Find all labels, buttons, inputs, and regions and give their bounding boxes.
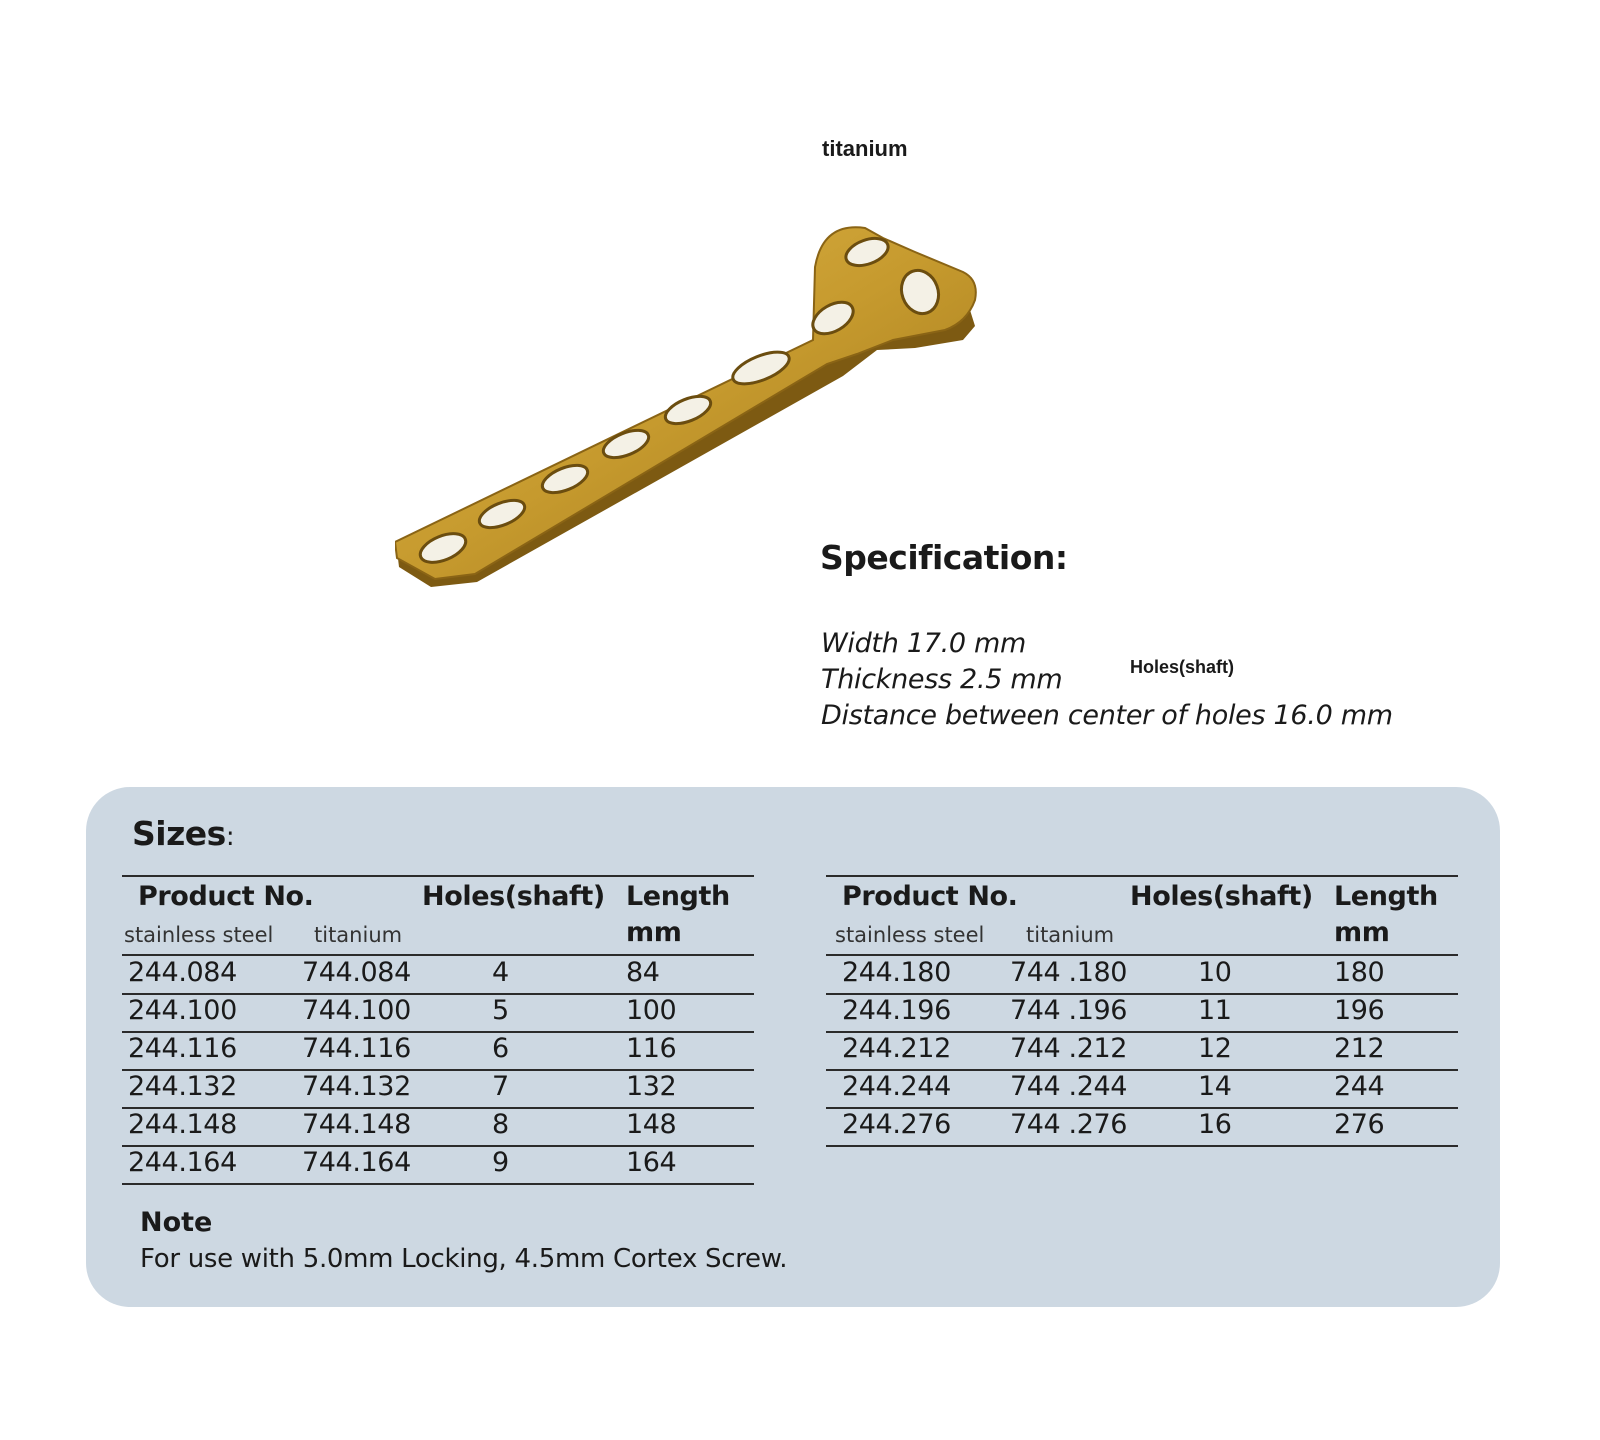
header-length-unit: mm [1334, 917, 1390, 948]
sizes-title-colon: : [225, 822, 235, 852]
table-rule [826, 954, 1458, 956]
cell-steel: 244.116 [128, 1033, 237, 1064]
note-title: Note [140, 1207, 213, 1238]
header-length: Length [626, 881, 730, 912]
cell-length: 100 [626, 995, 677, 1026]
cell-titanium: 744.084 [302, 957, 411, 988]
cell-titanium: 744.116 [302, 1033, 411, 1064]
cell-titanium: 744 .276 [1010, 1109, 1128, 1140]
header-holes: Holes(shaft) [1130, 881, 1313, 912]
cell-holes: 5 [492, 995, 509, 1026]
cell-length: 84 [626, 957, 660, 988]
cell-titanium: 744 .196 [1010, 995, 1128, 1026]
note-text: For use with 5.0mm Locking, 4.5mm Cortex Screw. [140, 1244, 788, 1274]
holes-shaft-label: Holes(shaft) [1130, 657, 1235, 677]
spec-thickness: Thickness 2.5 mm [821, 664, 1063, 695]
cell-holes: 7 [492, 1071, 509, 1102]
spec-hole-distance: Distance between center of holes 16.0 mm [821, 700, 1393, 731]
header-length: Length [1334, 881, 1438, 912]
sizes-title-text: Sizes [132, 814, 226, 853]
specification-title: Specification: [820, 538, 1068, 577]
table-rule [826, 1145, 1458, 1147]
cell-titanium: 744.132 [302, 1071, 411, 1102]
table-rule [826, 875, 1458, 877]
cell-steel: 244.100 [128, 995, 237, 1026]
cell-holes: 10 [1198, 957, 1232, 988]
cell-titanium: 744 .244 [1010, 1071, 1128, 1102]
cell-steel: 244.196 [842, 995, 951, 1026]
cell-length: 116 [626, 1033, 677, 1064]
cell-length: 132 [626, 1071, 677, 1102]
cell-length: 180 [1334, 957, 1385, 988]
cell-titanium: 744.164 [302, 1147, 411, 1178]
header-stainless: stainless steel [124, 923, 274, 947]
cell-titanium: 744 .180 [1010, 957, 1128, 988]
cell-titanium: 744 .212 [1010, 1033, 1128, 1064]
cell-steel: 244.276 [842, 1109, 951, 1140]
cell-titanium: 744.100 [302, 995, 411, 1026]
cell-steel: 244.180 [842, 957, 951, 988]
cell-holes: 6 [492, 1033, 509, 1064]
header-titanium: titanium [1026, 923, 1115, 947]
table-rule [122, 1183, 754, 1185]
cell-steel: 244.164 [128, 1147, 237, 1178]
header-titanium: titanium [314, 923, 403, 947]
product-title: titanium [822, 136, 908, 161]
spec-width: Width 17.0 mm [821, 628, 1027, 659]
cell-holes: 9 [492, 1147, 509, 1178]
cell-length: 196 [1334, 995, 1385, 1026]
table-rule [122, 875, 754, 877]
cell-holes: 12 [1198, 1033, 1232, 1064]
cell-holes: 16 [1198, 1109, 1232, 1140]
cell-length: 244 [1334, 1071, 1385, 1102]
cell-steel: 244.132 [128, 1071, 237, 1102]
header-product-no: Product No. [842, 881, 1018, 912]
cell-holes: 4 [492, 957, 509, 988]
sizes-table-left [122, 875, 754, 1195]
header-stainless: stainless steel [835, 923, 985, 947]
cell-length: 212 [1334, 1033, 1385, 1064]
header-holes: Holes(shaft) [422, 881, 605, 912]
cell-steel: 244.212 [842, 1033, 951, 1064]
sizes-table-right [826, 875, 1458, 1195]
cell-holes: 8 [492, 1109, 509, 1140]
cell-length: 148 [626, 1109, 677, 1140]
cell-steel: 244.084 [128, 957, 237, 988]
cell-holes: 14 [1198, 1071, 1232, 1102]
cell-length: 164 [626, 1147, 677, 1178]
header-length-unit: mm [626, 917, 682, 948]
cell-steel: 244.148 [128, 1109, 237, 1140]
cell-holes: 11 [1198, 995, 1232, 1026]
header-product-no: Product No. [138, 881, 314, 912]
cell-titanium: 744.148 [302, 1109, 411, 1140]
cell-length: 276 [1334, 1109, 1385, 1140]
table-rule [122, 954, 754, 956]
sizes-title [132, 814, 234, 853]
cell-steel: 244.244 [842, 1071, 951, 1102]
